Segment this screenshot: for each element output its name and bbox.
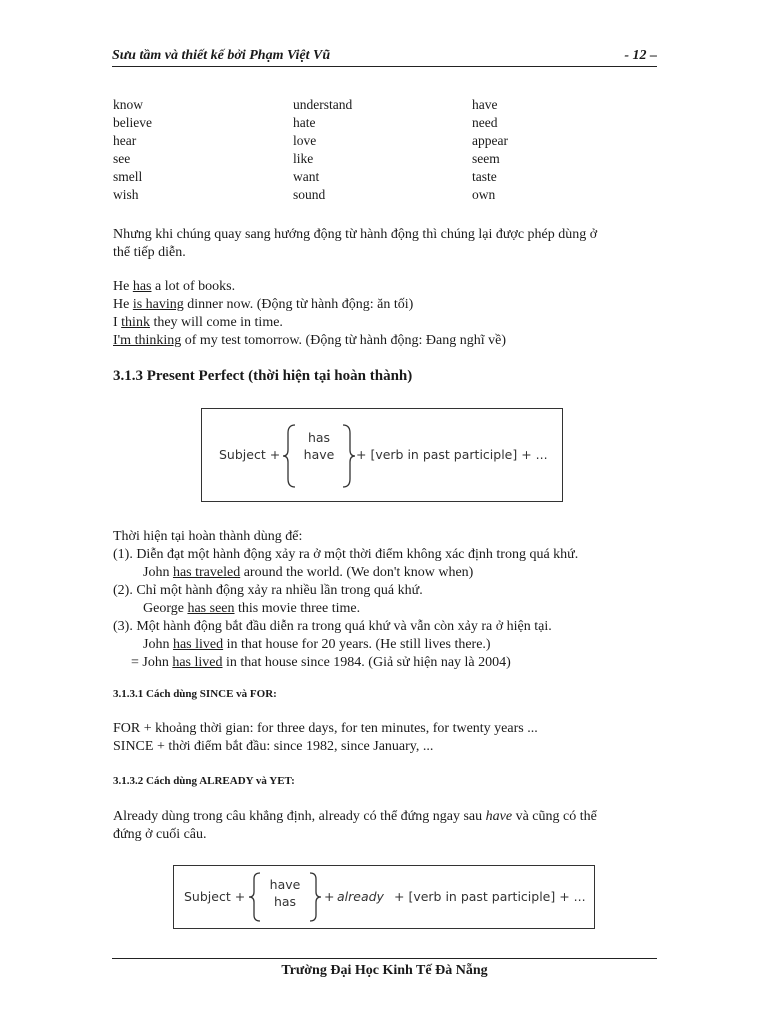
page-number: - 12 – — [624, 48, 657, 63]
usage-example: = John has lived in that house since 1984. (Giả sử hiện nay là 2004) — [131, 655, 511, 670]
formula-rest: + [verb in past participle] + ... — [394, 889, 586, 904]
verb-item: hear — [113, 133, 137, 148]
verbs-column-3 — [472, 96, 508, 204]
right-brace-icon — [308, 871, 322, 923]
verb-item: know — [113, 97, 143, 112]
formula-subject: Subject + — [184, 889, 246, 904]
since-for-line: FOR + khoảng thời gian: for three days, for ten minutes, for twenty years ... — [113, 721, 538, 736]
footer-text: Trường Đại Học Kinh Tế Đà Nẵng — [281, 963, 488, 978]
verb-item: sound — [293, 187, 326, 202]
right-brace-icon — [340, 423, 356, 489]
formula-box-present-perfect — [201, 408, 563, 502]
verb-item: like — [293, 151, 314, 166]
underlined-verb: think — [121, 315, 150, 330]
already-block — [113, 808, 653, 844]
usage-example: John has lived in that house for 20 years. (He still lives there.) — [143, 637, 491, 652]
formula-choice-bottom: has — [273, 894, 297, 909]
verb-item: want — [293, 169, 320, 184]
example-line: He has a lot of books. — [113, 279, 236, 294]
verb-item: have — [472, 97, 498, 112]
usage-example: John has traveled around the world. (We don't know when) — [143, 565, 474, 580]
subsection-heading-already-yet: 3.1.3.2 Cách dùng ALREADY và YET: — [113, 775, 295, 787]
underlined-verb: has lived — [172, 655, 223, 670]
formula-choice — [298, 429, 340, 463]
verb-item: understand — [293, 97, 353, 112]
formula-already: already — [337, 889, 384, 904]
verb-item: love — [293, 133, 317, 148]
verb-item: wish — [113, 187, 139, 202]
usage-item: (1). Diễn đạt một hành động xảy ra ở một thời điểm không xác định trong quá khứ. — [113, 547, 579, 562]
formula-choice-top: has — [307, 430, 331, 445]
underlined-verb: is having — [132, 297, 184, 312]
left-brace-icon — [248, 871, 262, 923]
note-paragraph — [113, 226, 653, 262]
section-heading: 3.1.3 Present Perfect (thời hiện tại hoàn thành) — [113, 368, 413, 384]
underlined-verb: has seen — [187, 601, 235, 616]
underlined-verb: has traveled — [172, 565, 241, 580]
verb-item: see — [113, 151, 131, 166]
underlined-verb: has — [132, 279, 152, 294]
example-line: I'm thinking of my test tomorrow. (Động từ hành động: Đang nghĩ về) — [113, 333, 506, 348]
verbs-column-2 — [293, 96, 352, 204]
verb-item: hate — [293, 115, 316, 130]
verb-item: own — [472, 187, 496, 202]
note-line: thể tiếp diễn. — [113, 245, 186, 260]
formula-box-already — [173, 865, 595, 929]
usage-block — [113, 528, 653, 672]
formula-choice — [262, 876, 308, 910]
already-line: Already dùng trong câu khẳng định, already có thể đứng ngay sau have và cũng có thể — [113, 809, 597, 824]
formula-choice-top: have — [269, 877, 301, 892]
usage-intro: Thời hiện tại hoàn thành dùng để: — [113, 529, 303, 544]
verb-item: seem — [472, 151, 500, 166]
usage-example: George has seen this movie three time. — [143, 601, 361, 616]
example-line: I think they will come in time. — [113, 315, 283, 330]
formula-rest: + [verb in past participle] + ... — [356, 447, 548, 462]
usage-item: (2). Chỉ một hành động xảy ra nhiều lần trong quá khứ. — [113, 583, 423, 598]
underlined-verb: has lived — [172, 637, 224, 652]
verb-item: taste — [472, 169, 497, 184]
examples-block — [113, 278, 653, 350]
verbs-column-1 — [113, 96, 152, 204]
subsection-heading-since-for: 3.1.3.1 Cách dùng SINCE và FOR: — [113, 688, 277, 700]
verb-item: believe — [113, 115, 152, 130]
header-title: Sưu tầm và thiết kế bởi Phạm Việt Vũ — [112, 48, 331, 63]
underlined-verb: I'm thinking — [113, 333, 182, 348]
already-line: đứng ở cuối câu. — [113, 827, 207, 842]
usage-item: (3). Một hành động bắt đầu diễn ra trong quá khứ và vẫn còn xảy ra ở hiện tại. — [113, 619, 552, 634]
formula-choice-bottom: have — [303, 447, 335, 462]
verb-item: smell — [113, 169, 143, 184]
formula-plus: + — [324, 889, 335, 904]
note-line: Nhưng khi chúng quay sang hướng động từ hành động thì chúng lại được phép dùng ở — [113, 227, 598, 242]
example-line: He is having dinner now. (Động từ hành động: ăn tối) — [113, 297, 414, 312]
page-footer — [112, 958, 657, 978]
since-for-block — [113, 720, 653, 756]
verb-item: appear — [472, 133, 508, 148]
since-for-line: SINCE + thời điểm bắt đầu: since 1982, since January, ... — [113, 739, 434, 754]
formula-subject: Subject + — [219, 447, 281, 462]
verb-item: need — [472, 115, 498, 130]
page-header — [112, 48, 657, 67]
left-brace-icon — [282, 423, 298, 489]
